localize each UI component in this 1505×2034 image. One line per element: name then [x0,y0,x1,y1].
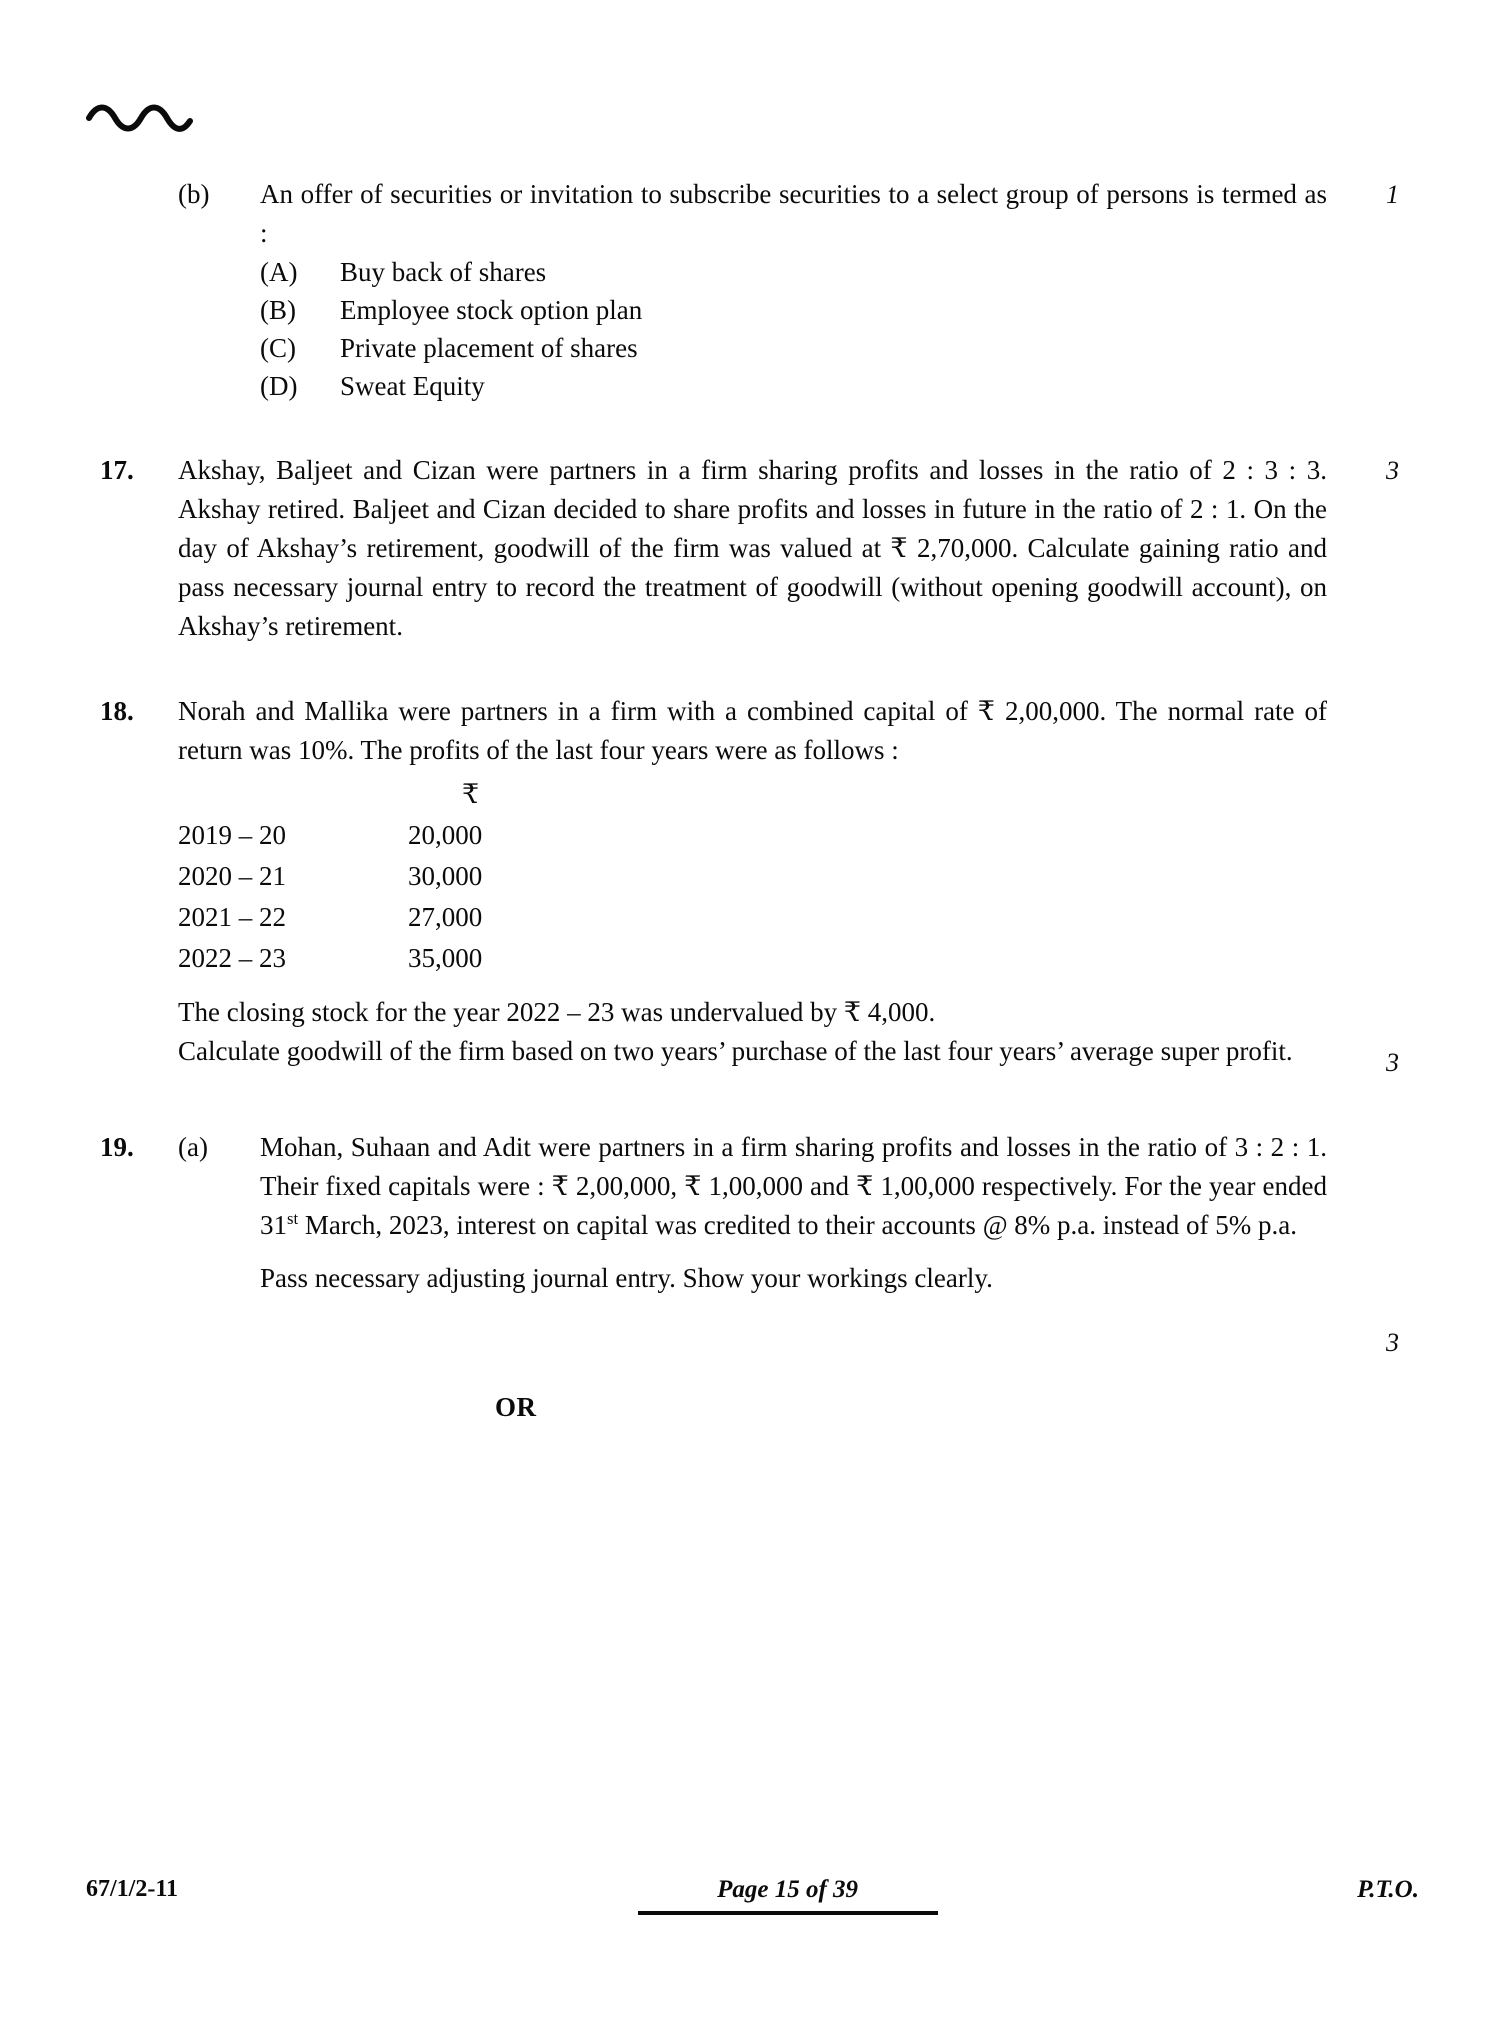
question-17-marks: 3 [1386,456,1399,485]
table-row [178,938,658,979]
spacer-after-q-b [100,405,1405,451]
profit-table-amount-header [408,774,658,815]
spacer-after-table [178,979,1327,993]
option-b-key: (B) [260,295,296,325]
question-19-part1 [260,1128,1327,1245]
question-19-part2: Pass necessary adjusting journal entry. Show your workings clearly. [260,1263,993,1293]
question-b-options [260,253,1327,405]
option-a-text: Buy back of shares [340,257,547,287]
option-c-key: (C) [260,333,296,363]
spacer-before-or [100,1362,1405,1392]
table-row [178,815,658,856]
spacer-after-q18 [100,1082,1405,1128]
question-18-intro: Norah and Mallika were partners in a firm with a combined capital of ₹ 2,00,000. The normal rate of return was 10%. The profits of the last four years were as follows : [178,696,1327,765]
option-a-key: (A) [260,257,298,287]
question-18-task: Calculate goodwill of the firm based on two years’ purchase of the last four years’ average super profit. [178,1036,1293,1066]
question-19-marks [1327,1128,1405,1362]
option-d-text: Sweat Equity [340,371,485,401]
question-17 [100,451,1405,646]
profit-row-0-amount: 20,000 [408,820,483,850]
question-17-body: Akshay, Baljeet and Cizan were partners in a firm sharing profits and losses in the ratio of 2 : 3 : 3. Akshay retired. Baljeet and Cizan decided to share profits and losses in future in the ratio of 2 : 1. On the day of Akshay’s retirement, goodwill of the firm was valued at ₹ 2,70,000. Calculate gaining ratio and pass necessary journal entry to record the treatment of goodwill (without opening goodwill account), on Akshay’s retirement. [178,455,1327,641]
table-row [178,897,658,938]
option-b-text: Employee stock option plan [340,295,643,325]
table-row [178,856,658,897]
option-b[interactable] [260,291,1327,329]
profit-row-2-year: 2021 – 22 [178,902,286,932]
paper-code: 67/1/2-11 [86,1876,179,1902]
question-19-part1-b: March, 2023, interest on capital was credited to their accounts @ 8% p.a. instead of 5% p.a. [298,1210,1297,1240]
footer-divider [638,1911,938,1915]
pto-label: P.T.O. [1357,1876,1419,1903]
question-18-marks [1327,692,1405,1082]
profit-row-1-amount: 30,000 [408,861,483,891]
option-d[interactable] [260,367,1327,405]
option-d-key: (D) [260,371,298,401]
question-17-number: 17. [100,455,134,485]
spacer-label [178,253,260,292]
page-number-label: Page 15 of 39 [717,1876,859,1903]
profit-row-0-year: 2019 – 20 [178,820,286,850]
page-footer [86,1876,1419,1915]
question-19-marks-value: 3 [1386,1328,1399,1357]
question-19-part1-a: Mohan, Suhaan and Adit were partners in a firm sharing profits and losses in the ratio of 3 : 2 : 1. Their fixed capitals were : ₹ 2,00,000, ₹ 1,00,000 and ₹ 1,00,000 respectively. For the year ended 31 [260,1132,1327,1240]
question-b-marks: 1 [1386,180,1399,209]
spacer-after-q17 [100,646,1405,692]
or-separator: OR [495,1392,537,1422]
profit-row-2-amount: 27,000 [408,902,483,932]
question-19-label: (a) [178,1132,208,1162]
wavy-line-mark-icon [86,104,196,138]
question-18 [100,692,1405,1082]
option-c[interactable] [260,329,1327,367]
question-18-note: The closing stock for the year 2022 – 23 was undervalued by ₹ 4,000. [178,997,936,1027]
ordinal-suffix: st [287,1209,299,1228]
option-c-text: Private placement of shares [340,333,638,363]
question-b-body [260,175,1327,253]
option-a[interactable] [260,253,1327,291]
profit-row-3-amount: 35,000 [408,943,483,973]
spacer-q19 [260,1245,1327,1259]
profit-table-year-header [178,774,408,815]
question-18-body [178,692,1327,1071]
question-18-marks-value: 3 [1386,1048,1399,1077]
question-19-body [260,1128,1327,1298]
profit-table-header-row [178,774,658,815]
question-content [100,175,1405,1423]
footer-center [638,1876,938,1915]
question-19 [100,1128,1405,1362]
profit-table [178,774,658,979]
question-b-options-row [100,253,1405,405]
profit-row-3-year: 2022 – 23 [178,943,286,973]
question-18-number: 18. [100,696,134,726]
question-b-label: (b) [178,179,210,209]
question-b [100,175,1405,253]
rupee-symbol: ₹ [462,779,480,809]
profit-row-1-year: 2020 – 21 [178,861,286,891]
question-19-number: 19. [100,1132,134,1162]
question-b-stem: An offer of securities or invitation to subscribe securities to a select group of persons is termed as : [260,179,1327,248]
